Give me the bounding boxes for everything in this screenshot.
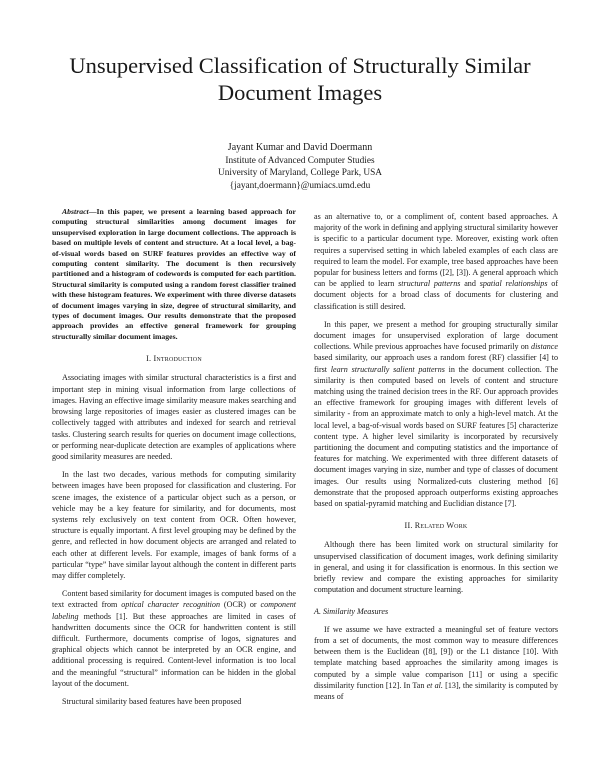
section-heading-related-work: II. Related Work (404, 521, 468, 531)
abstract-text: —In this paper, we present a learning based approach for computing structural similarities among document images for unsupervised exploration in large document collections. The approach is based on multiple levels of content and structure. At a local level, a bag-of-visual words based on SURF features provides an effective way of computing content similarity. The document is then recursively partitioned and a histogram of codewords is computed for each partition. Structural similarity is computed using a random forest classifier trained with these histogram features. We experiment with three diverse datasets of document images varying in size, degree of structural similarity, and types of document images. Our results demonstrate that the proposed approach provides an effective general framework for grouping structurally similar document images. (52, 207, 296, 341)
paper-title: Unsupervised Classification of Structurally Similar Document Images (69, 53, 531, 105)
section-heading-introduction: I. Introduction (146, 354, 202, 364)
affiliation-institute: Institute of Advanced Computer Studies (225, 155, 375, 166)
intro-paragraph-1: Associating images with similar structural characteristics is a first and important step in mining visual information from large collections of images. Having an effective image similarity measure makes searching and browsing large repositories of images easier as clustered images can be collectively tagged with attributes and indexed for search and retrieval tasks. Clustering search results for queries on document image collections, or performing near-duplicate detection are examples of applications where good similarity measures are needed. (52, 373, 296, 461)
intro-paragraph-4: Structural similarity based features have been proposed (62, 696, 242, 706)
right-column (314, 211, 558, 702)
subsection-heading-similarity-measures: A. Similarity Measures (314, 606, 389, 616)
author-email: {jayant,doermann}@umiacs.umd.edu (229, 180, 371, 191)
intro-paragraph-3: Content based similarity for document images is computed based on the text extracted from optical character recognition (OCR) or component labeling methods [1]. But these approaches are limited in cases of handwritten documents since the OCR for handwritten content is still difficult. Furthermore, documents comprise of logos, signatures and graphical objects which cannot be interpreted by an OCR engine, and additional processing is required. Content-level information is too local and the meaningful “structural” information can be hidden in the global layout of the document. (52, 589, 296, 688)
intro-paragraph-2: In the last two decades, various methods for computing similarity between images have been proposed for classification and clustering. For scene images, the existence of a particular object such as a person, or vehicle may be a key feature for similarity, and for documents, most systems rely exclusively on text content from OCR. Often however, structure is equally important. A first level grouping may be defined by the genre, and reflected in how document objects are arranged and related to each other at different levels. For example, images of bank forms of a particular “type” have similar layout although the content in different parts may differ completely. (52, 470, 296, 580)
right-paragraph-1: as an alternative to, or a compliment of, content based approaches. A majority of the work in defining and applying structural similarity however is specific to a particular document type. Moreover, existing work often requires a supervised setting in which labeled examples of each class are required to learn the model. For example, tree based approaches have been popular for business letters and forms ([2], [3]). A general approach which can be applied to learn structural patterns and spatial relationships of document objects for a broad class of documents for clustering and classification is still desired. (314, 212, 559, 311)
affiliation-university: University of Maryland, College Park, USA (218, 168, 382, 179)
author-block (150, 142, 450, 192)
left-column (52, 207, 296, 707)
abstract-lead: Abstract (62, 207, 89, 216)
similarity-paragraph-1: If we assume we have extracted a meaningful set of feature vectors from a set of documents, the most common way to measure differences between them is the Euclidean ([8], [9]) or the L1 distance [10]. With template matching based approaches the similarity among images is computed by a simple value comparison [11] or using a specific dissimilarity function [12]. In Tan et al. [13], the similarity is computed by means of (314, 624, 559, 701)
right-paragraph-2: In this paper, we present a method for grouping structurally similar document images for unsupervised exploration of large document collections. While previous approaches have focused primarily on distance based similarity, our approach uses a random forest (RF) classifier [4] to first learn structurally salient patterns in the document collection. The similarity is then computed based on levels of content and structure matching using the trained decision trees in the RF. Our approach provides an effective framework for grouping images with different levels of similarity - from an approximate match to only a high-level match. At the local level, a bag-of-visual words based on SURF features [5] characterize content type. A higher level similarity is incorporated by recursively partitioning the document and computing statistics and the importance of features for matching. We experimented with three different datasets of document images varying in size, number and type of classes of document images. Our results using Normalized-cuts clustering method [6] demonstrate that the proposed approach outperforms existing approaches based on spatial-pyramid matching and Euclidian distance [7]. (314, 319, 558, 509)
author-names: Jayant Kumar and David Doermann (227, 142, 373, 153)
related-paragraph-1: Although there has been limited work on structural similarity for unsupervised classification of document images, work defining similarity in general, and using it for classification is enormous. In this section we briefly review and compare the existing approaches for similarity computation and document structure learning. (314, 540, 558, 595)
abstract (52, 207, 296, 342)
